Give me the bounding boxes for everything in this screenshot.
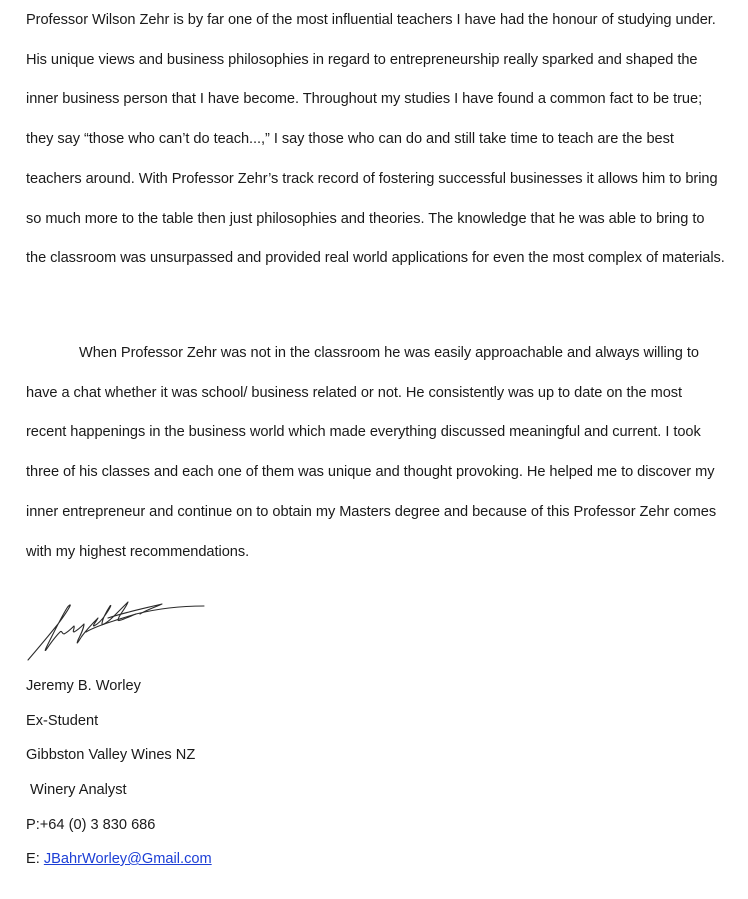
email-label: E: bbox=[26, 851, 44, 867]
signer-role: Ex-Student bbox=[26, 713, 99, 729]
signer-name: Jeremy B. Worley bbox=[26, 678, 141, 694]
handwritten-signature bbox=[26, 596, 216, 666]
letter-paragraph-1: Professor Wilson Zehr is by far one of the most influential teachers I have had the honour of studying under. His unique views and business philosophies in regard to entrepreneurship really sparked and shaped the inner business person that I have become. Throughout my studies I have found a common fact to be true; they say “those who can’t do teach...,” I say those who can do and still take time to teach are the best teachers around. With Professor Zehr’s track record of fostering successful businesses it allows him to bring so much more to the table then just philosophies and theories. The knowledge that he was able to bring to the classroom was unsurpassed and provided real world applications for even the most complex of materials. bbox=[26, 12, 725, 267]
letter-paragraph-2: When Professor Zehr was not in the classroom he was easily approachable and always willing to have a chat whether it was school/ business related or not. He consistently was up to date on the most recent happenings in the business world which made everything discussed meaningful and current. I took three of his classes and each one of them was unique and thought provoking. He helped me to discover my inner entrepreneur and continue on to obtain my Masters degree and because of this Professor Zehr comes with my highest recommendations. bbox=[26, 345, 717, 560]
signer-title: Winery Analyst bbox=[26, 782, 127, 798]
email-link[interactable]: JBahrWorley@Gmail.com bbox=[43, 851, 212, 867]
signer-phone: P:+64 (0) 3 830 686 bbox=[26, 817, 156, 833]
signer-company: Gibbston Valley Wines NZ bbox=[26, 747, 196, 763]
signer-email-line bbox=[26, 850, 212, 868]
